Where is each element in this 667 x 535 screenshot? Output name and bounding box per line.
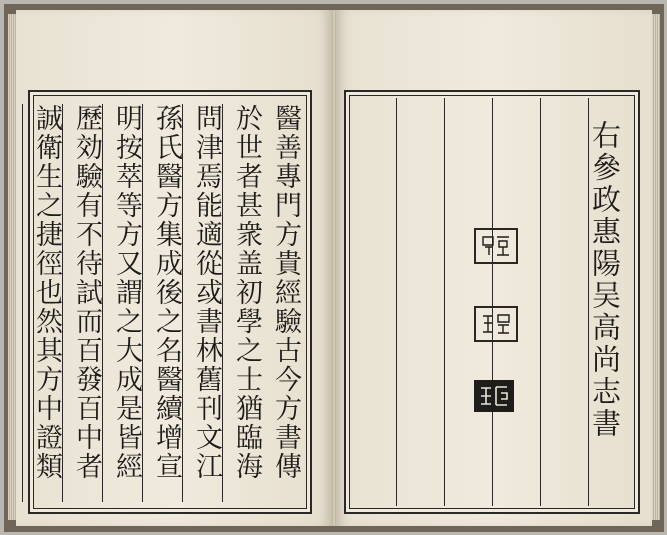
left-page	[16, 10, 332, 526]
text-column-4: 孫氏醫方集成後之名醫續增宣	[142, 104, 189, 502]
page-stack-left	[8, 14, 16, 520]
text-column-7: 誠衛生之捷徑也然其方中證類	[22, 104, 69, 502]
right-page	[336, 10, 652, 526]
text-column-1: 醫善專門方貴經驗古今方書傳	[270, 104, 301, 481]
seal-stamp-3	[474, 380, 514, 412]
column-rule	[540, 98, 541, 506]
text-column-3: 問津焉能適從㦯書林舊刊文江	[182, 104, 229, 502]
page-stack-right	[652, 14, 660, 520]
text-column-2: 於世者甚衆盖初學之士猶臨海	[222, 104, 269, 502]
column-rule	[492, 98, 493, 506]
text-column-6: 歷効驗有不待試而百發百中者	[62, 104, 109, 502]
seal-stamp-2	[474, 306, 518, 342]
right-text-frame	[344, 90, 640, 514]
text-column-5: 明按萃等方又謂之大成是皆經	[102, 104, 149, 502]
column-rule	[396, 98, 397, 506]
column-rule	[444, 98, 445, 506]
book-spread	[4, 4, 664, 532]
seal-stamp-1	[474, 228, 518, 264]
left-text-frame	[28, 90, 312, 514]
signature-text: 右參政惠陽吴高尚志書	[588, 120, 622, 440]
